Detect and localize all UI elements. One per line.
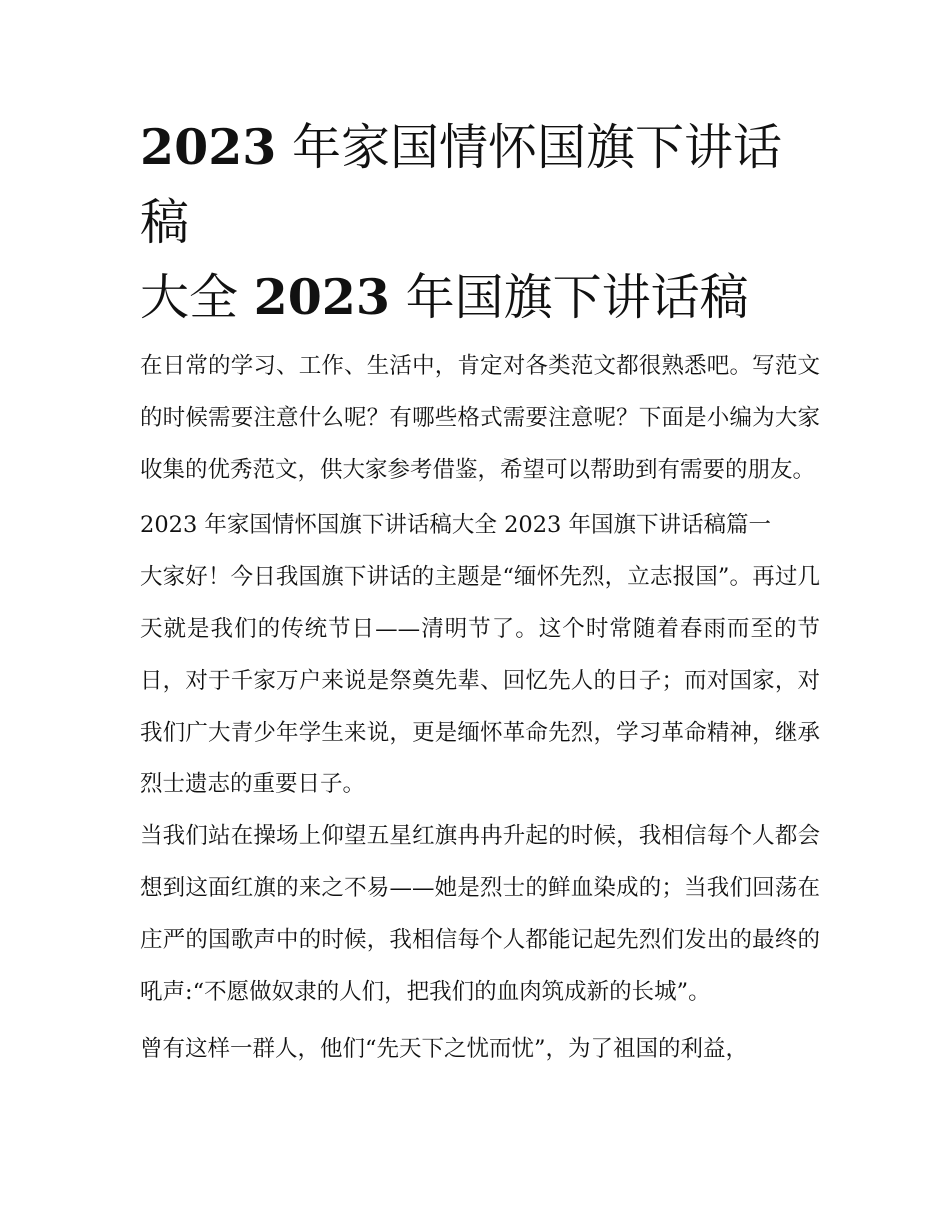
title-text-2a: 大全	[140, 269, 239, 326]
title-text-1: 年家国情怀国旗下讲话稿	[140, 119, 782, 251]
section-heading: 2023 年家国情怀国旗下讲话稿大全 2023 年国旗下讲话稿篇一	[140, 512, 771, 539]
intro-paragraph: 在日常的学习、工作、生活中，肯定对各类范文都很熟悉吧。写范文的时候需要注意什么呢？有哪些格式需要注意呢？下面是小编为大家收集的优秀范文，供大家参考借鉴，希望可以帮助到有需要的朋友。	[140, 353, 820, 483]
body-paragraph-1: 大家好！今日我国旗下讲话的主题是“缅怀先烈，立志报国”。再过几天就是我们的传统节日——清明节了。这个时常随着春雨而至的节日，对于千家万户来说是祭奠先辈、回忆先人的日子；而对国家，对我们广大青少年学生来说，更是缅怀革命先烈，学习革命精神，继承烈士遗志的重要日子。	[140, 564, 820, 798]
title-text-2b: 年国旗下讲话稿	[405, 269, 749, 326]
document-page	[140, 110, 820, 1076]
title-year-1: 2023	[140, 118, 277, 176]
title-year-2: 2023	[253, 268, 390, 326]
body-paragraph-2: 当我们站在操场上仰望五星红旗冉冉升起的时候，我相信每个人都会想到这面红旗的来之不易——她是烈士的鲜血染成的；当我们回荡在庄严的国歌声中的时候，我相信每个人都能记起先烈们发出的最终的吼声:“不愿做奴隶的人们，把我们的血肉筑成新的长城”。	[140, 823, 820, 1005]
document-title	[140, 110, 820, 335]
body-paragraph-3: 曾有这样一群人，他们“先天下之忧而忧”，为了祖国的利益，	[140, 1036, 749, 1063]
